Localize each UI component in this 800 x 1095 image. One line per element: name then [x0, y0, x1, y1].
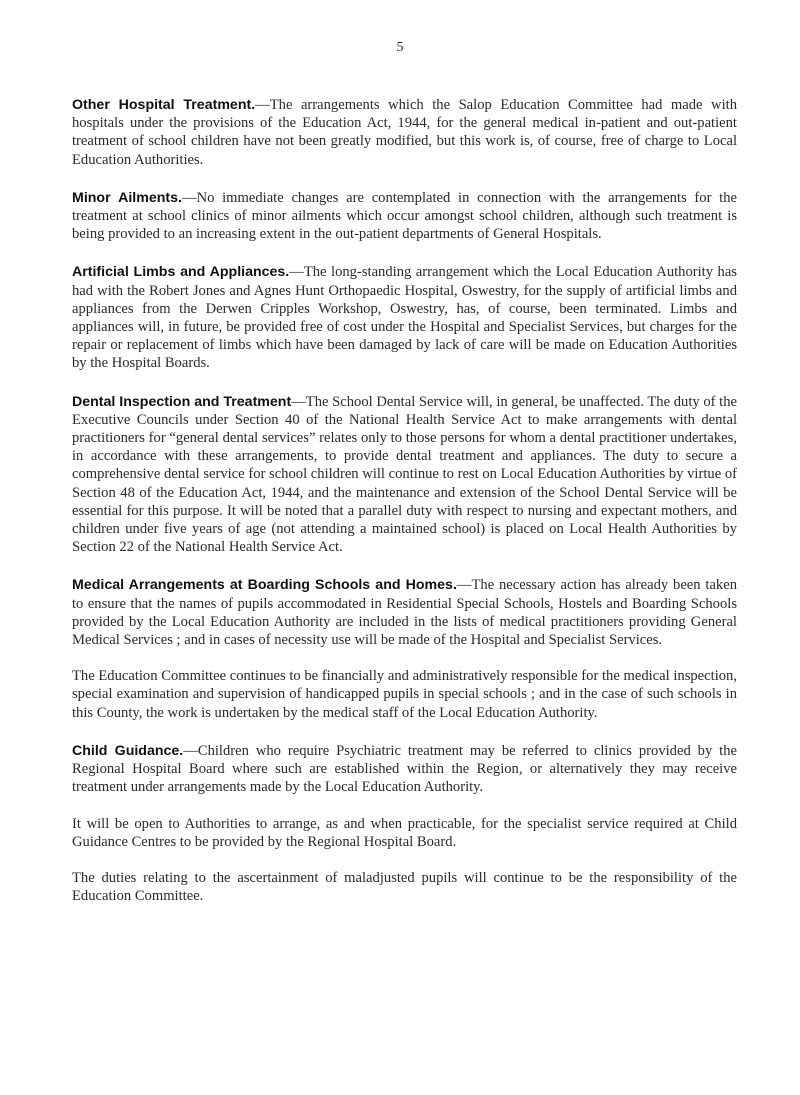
- section-minor-ailments: [72, 189, 737, 244]
- section-text: —The necessary action has already been taken to ensure that the names of pupils accommodated in Residential Special Schools, Hostels and Boarding Schools provided by the Local Education Authority are included in the lists of medical practitioners providing General Medical Services ; and in cases of necessity use will be made of the Hospital and Specialist Services.: [72, 577, 737, 649]
- page-number: 5: [396, 40, 404, 55]
- section-text: —No immediate changes are contemplated in connection with the arrangements for the treatment at school clinics of minor ailments which occur amongst school children, although such treatment is being provided to an increasing extent in the out-patient departments of General Hospitals.: [72, 189, 737, 243]
- section-paragraph: The duties relating to the ascertainment of maladjusted pupils will continue to be the responsibility of the Education Committee.: [72, 869, 737, 905]
- section-heading: Other Hospital Treatment.: [72, 97, 256, 113]
- section-paragraph: It will be open to Authorities to arrange, as and when practicable, for the specialist service required at Child Guidance Centres to be provided by the Regional Hospital Board.: [72, 815, 737, 850]
- section-medical-arrangements: [72, 576, 737, 649]
- section-heading: Child Guidance.: [72, 742, 184, 759]
- section-child-guidance: [72, 742, 737, 797]
- section-paragraph: The Education Committee continues to be financially and administratively responsible for the medical inspection, special examination and supervision of handicapped pupils in special schools ; and in the case of such schools in this County, the work is undertaken by the medical staff of the Local Education Authority.: [72, 668, 737, 721]
- section-text: —The arrangements which the Salop Education Committee had made with hospitals under the provisions of the Education Act, 1944, for the general medical in-patient and out-patient treatment of school children have not been greatly modified, but this work is, of course, free of charge to Local Education Authorities.: [72, 97, 737, 168]
- section-heading: Artificial Limbs and Appliances.: [72, 264, 290, 281]
- section-other-hospital-treatment: [72, 96, 737, 169]
- section-artificial-limbs: [72, 263, 737, 372]
- section-heading: Minor Ailments.: [72, 189, 182, 206]
- section-text: —The long-standing arrangement which the Local Education Authority has had with the Robert Jones and Agnes Hunt Orthopaedic Hospital, Oswestry, for the supply of artificial limbs and appliances from the Derwen Cripples Workshop, Oswestry, has, of course, been terminated. Limbs and appliances will, in future, be provided free of cost under the Hospital and Specialist Services, but charges for the repair or replacement of limbs which have been damaged by lack of care will be made on Education Authorities by the Hospital Boards.: [72, 264, 737, 372]
- section-text: —The School Dental Service will, in general, be unaffected. The duty of the Executive Councils under Section 40 of the National Health Service Act to make arrangements with dental practitioners for “general dental services” relates only to those persons for whom a dental practitioner undertakes, in accordance with these arrangements, to provide dental treatment and appliances. The duty to secure a comprehensive dental service for school children will continue to rest on Local Education Authorities by virtue of Section 48 of the Education Act, 1944, and the maintenance and extension of the School Dental Service will be essential for this purpose. It will be noted that a parallel duty with respect to nursing and expectant mothers, and children under five years of age (not attending a maintained school) is placed on Local Health Authorities by Section 22 of the National Health Service Act.: [72, 393, 737, 556]
- document-body: [72, 96, 737, 905]
- section-heading: Medical Arrangements at Boarding Schools and Homes.: [72, 577, 457, 594]
- section-dental-inspection: [72, 393, 737, 557]
- section-text: —Children who require Psychiatric treatment may be referred to clinics provided by the Regional Hospital Board where such are established within the Region, or alternatively they may receive treatment under arrangements made by the Local Education Authority.: [72, 742, 737, 796]
- section-heading: Dental Inspection and Treatment: [72, 393, 292, 410]
